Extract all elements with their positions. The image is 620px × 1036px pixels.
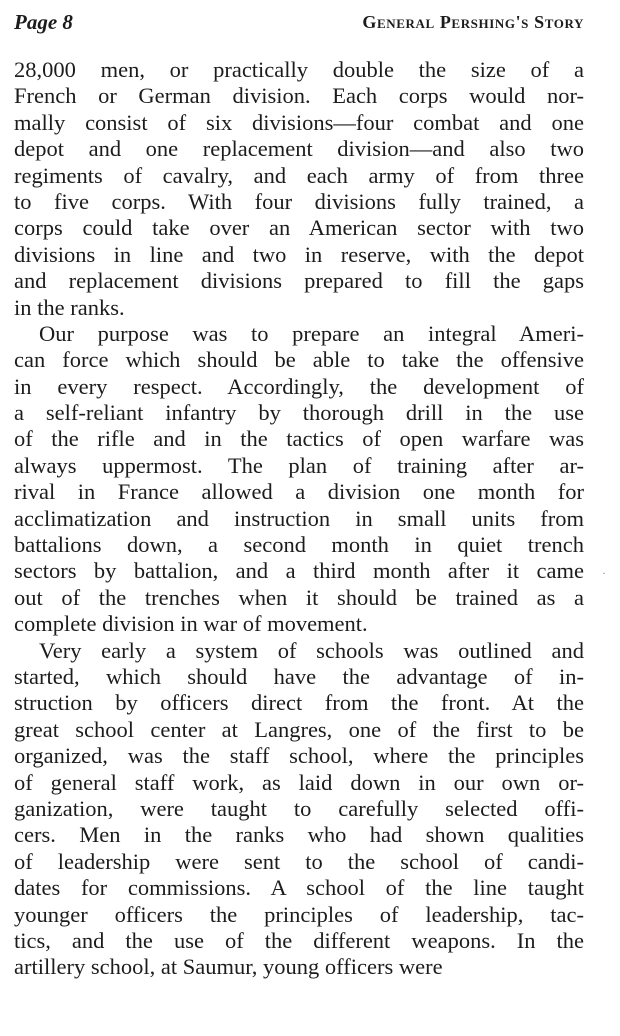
text-line: complete division in war of movement.: [14, 611, 368, 637]
text-line: always uppermost. The plan of training after ar-: [14, 452, 584, 478]
text-line: dates for commissions. A school of the line taught: [14, 875, 584, 901]
paragraph: [14, 638, 584, 981]
text-line: in every respect. Accordingly, the development of: [14, 373, 584, 399]
text-line: sectors by battalion, and a third month after it came: [14, 558, 584, 584]
margin-speck: ·: [602, 566, 606, 580]
text-line: started, which should have the advantage of in-: [14, 663, 584, 689]
text-line: depot and one replacement division—and also two: [14, 136, 584, 162]
text-line: Our purpose was to prepare an integral Ameri-: [39, 320, 584, 346]
page-number: Page 8: [14, 10, 73, 34]
text-line: ganization, were taught to carefully selected offi-: [14, 795, 584, 821]
text-line: Very early a system of schools was outlined and: [39, 637, 584, 663]
text-line: mally consist of six divisions—four combat and one: [14, 109, 584, 135]
text-line: to five corps. With four divisions fully trained, a: [14, 188, 584, 214]
text-line: cers. Men in the ranks who had shown qualities: [14, 822, 584, 848]
text-line: French or German division. Each corps would nor-: [14, 83, 584, 109]
text-line: rival in France allowed a division one month for: [14, 479, 584, 505]
running-title: General Pershing's Story: [362, 12, 584, 32]
text-line: a self-reliant infantry by thorough drill in the use: [14, 400, 584, 426]
text-line: acclimatization and instruction in small units from: [14, 505, 584, 531]
text-line: younger officers the principles of leadership, tac-: [14, 901, 584, 927]
text-line: corps could take over an American sector with two: [14, 215, 584, 241]
text-line: of the rifle and in the tactics of open warfare was: [14, 426, 584, 452]
text-line: struction by officers direct from the front. At the: [14, 690, 584, 716]
paragraph: [14, 321, 584, 638]
text-line: 28,000 men, or practically double the size of a: [14, 57, 584, 82]
text-line: great school center at Langres, one of the first to be: [14, 716, 584, 742]
paragraph: [14, 57, 584, 321]
text-line: battalions down, a second month in quiet trench: [14, 532, 584, 558]
text-line: can force which should be able to take the offensive: [14, 347, 584, 373]
text-line: of leadership were sent to the school of candi-: [14, 848, 584, 874]
text-line: organized, was the staff school, where the principles: [14, 743, 584, 769]
page-header: [14, 10, 584, 36]
text-line: tics, and the use of the different weapons. In the: [14, 927, 584, 953]
text-line: in the ranks.: [14, 294, 125, 320]
text-line: artillery school, at Saumur, young officers were: [14, 954, 443, 980]
body-text: [14, 57, 584, 981]
text-line: divisions in line and two in reserve, with the depot: [14, 241, 584, 267]
text-line: of general staff work, as laid down in our own or-: [14, 769, 584, 795]
text-line: out of the trenches when it should be trained as a: [14, 584, 584, 610]
text-line: and replacement divisions prepared to fill the gaps: [14, 268, 584, 294]
text-line: regiments of cavalry, and each army of from three: [14, 162, 584, 188]
